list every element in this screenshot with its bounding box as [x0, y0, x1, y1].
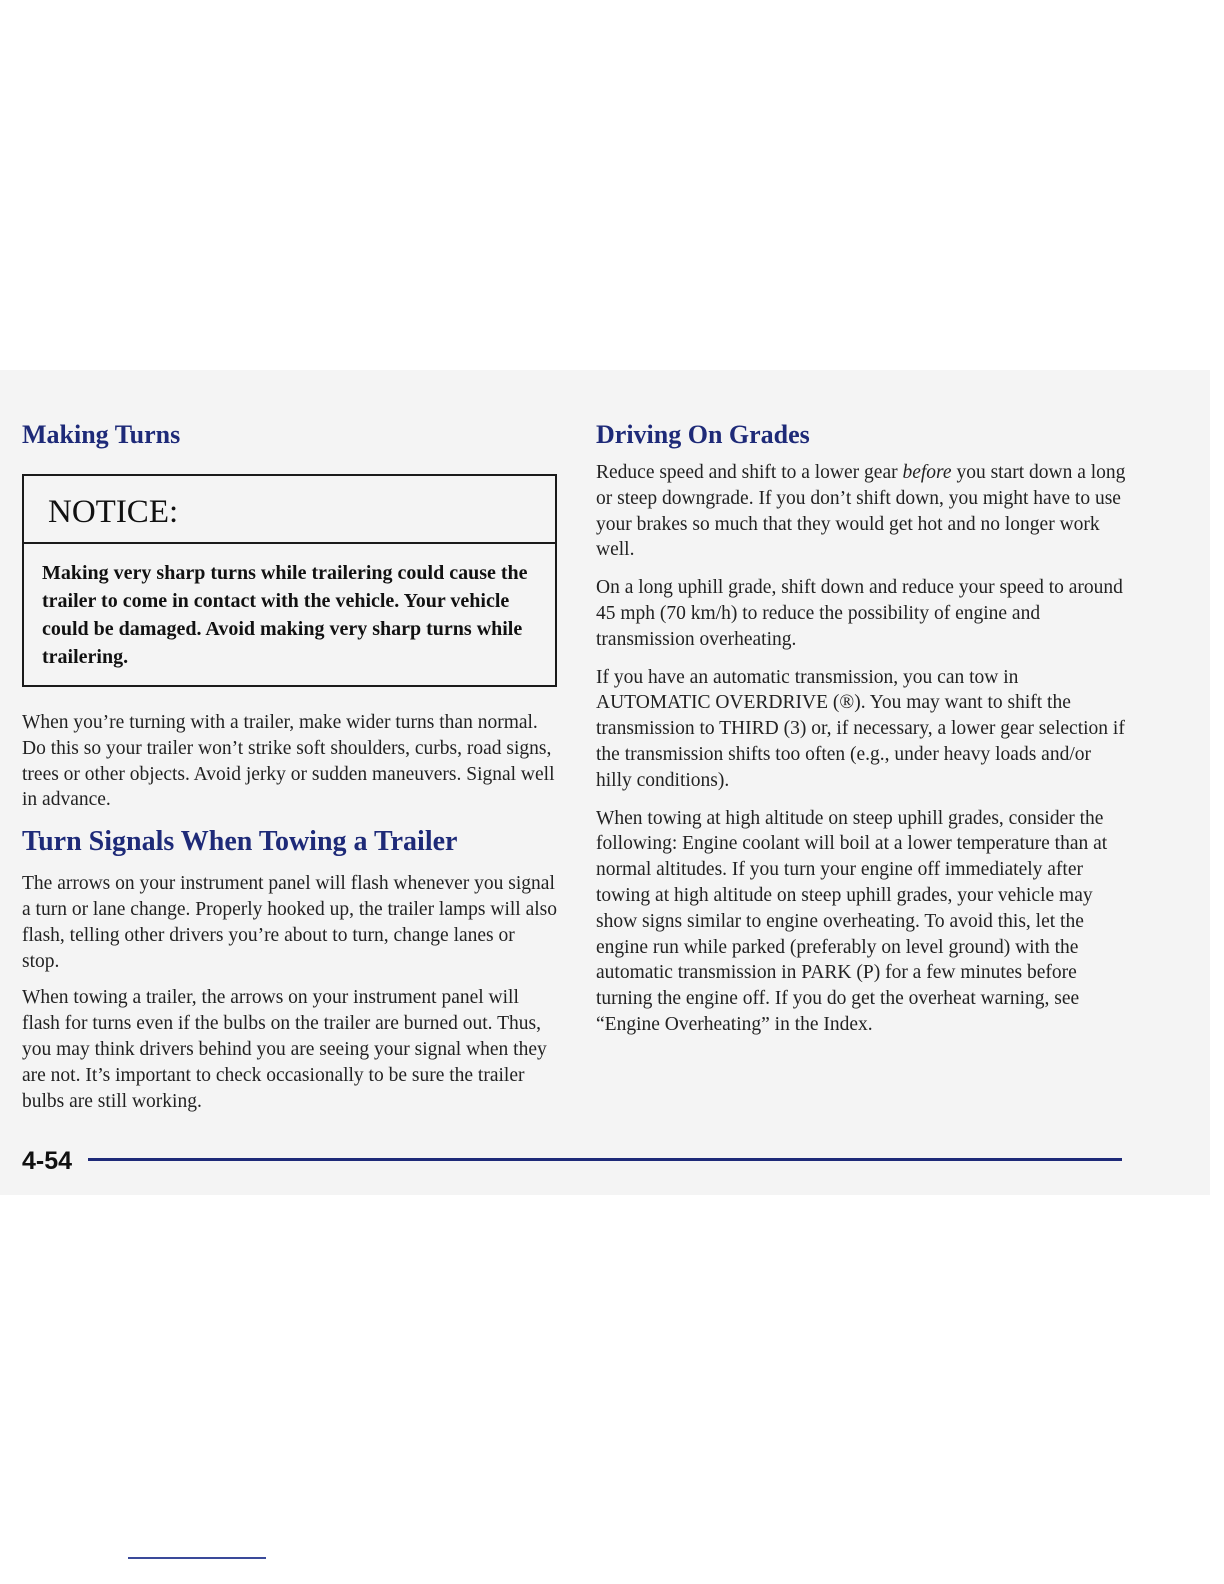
- bottom-stub-line: [128, 1557, 266, 1559]
- page-number: 4-54: [22, 1147, 73, 1175]
- making-turns-heading: Making Turns: [22, 420, 181, 449]
- notice-text: Making very sharp turns while trailering could cause the trailer to come in contact with the vehicle. Your vehicle could be damaged. Avoid making very sharp turns while trailering.: [42, 562, 528, 668]
- turn-signals-paragraph-1: The arrows on your instrument panel will flash whenever you signal a turn or lane change. Properly hooked up, the trailer lamps will also flash, telling other drivers you’re about to turn, change lanes or stop.: [22, 873, 558, 972]
- emphasis-before: before: [902, 462, 952, 483]
- turns-paragraph: When you’re turning with a trailer, make wider turns than normal. Do this so your trailer won’t strike soft shoulders, curbs, road signs, trees or other objects. Avoid jerky or sudden maneuvers. Signal well in advance.: [22, 712, 555, 811]
- notice-title: NOTICE:: [24, 476, 555, 544]
- driving-on-grades-heading: Driving On Grades: [596, 420, 810, 449]
- grades-paragraph-1: [596, 460, 1126, 563]
- grades-paragraph-4: When towing at high altitude on steep uphill grades, consider the following: Engine coolant will boil at a lower temperature than at normal altitudes. If you turn your engine off immediately after towing at high altitude on steep uphill grades, your vehicle may show signs similar to engine overheating. To avoid this, let the engine run while parked (preferably on level ground) with the automatic transmission in PARK (P) for a few minutes before turning the engine off. If you do get the overheat warning, see “Engine Overheating” in the Index.: [596, 807, 1108, 1035]
- left-column: [22, 418, 557, 1114]
- grades-paragraph-1-start: Reduce speed and shift to a lower gear: [596, 462, 898, 483]
- footer-rule: [88, 1158, 1122, 1161]
- notice-box: [22, 474, 557, 687]
- grades-paragraph-3: If you have an automatic transmission, you can tow in AUTOMATIC OVERDRIVE (®). You may want to shift the transmission to THIRD (3) or, if necessary, a lower gear selection if the transmission shifts too often (e.g., under heavy loads and/or hilly conditions).: [596, 666, 1125, 791]
- right-column: [596, 418, 1126, 1038]
- grades-paragraph-2: On a long uphill grade, shift down and reduce your speed to around 45 mph (70 km/h) to reduce the possibility of engine and transmission overheating.: [596, 577, 1123, 650]
- grades-paragraph-1-end: you start down a long or steep downgrade. If you don’t shift down, you might have to use your brakes so much that they would get hot and no longer work well.: [596, 462, 1126, 561]
- turn-signals-heading: Turn Signals When Towing a Trailer: [22, 826, 458, 858]
- turn-signals-paragraph-2: When towing a trailer, the arrows on your instrument panel will flash for turns even if the bulbs on the trailer are burned out. Thus, you may think drivers behind you are seeing your signal when they are not. It’s important to check occasionally to be sure the trailer bulbs are still working.: [22, 987, 547, 1112]
